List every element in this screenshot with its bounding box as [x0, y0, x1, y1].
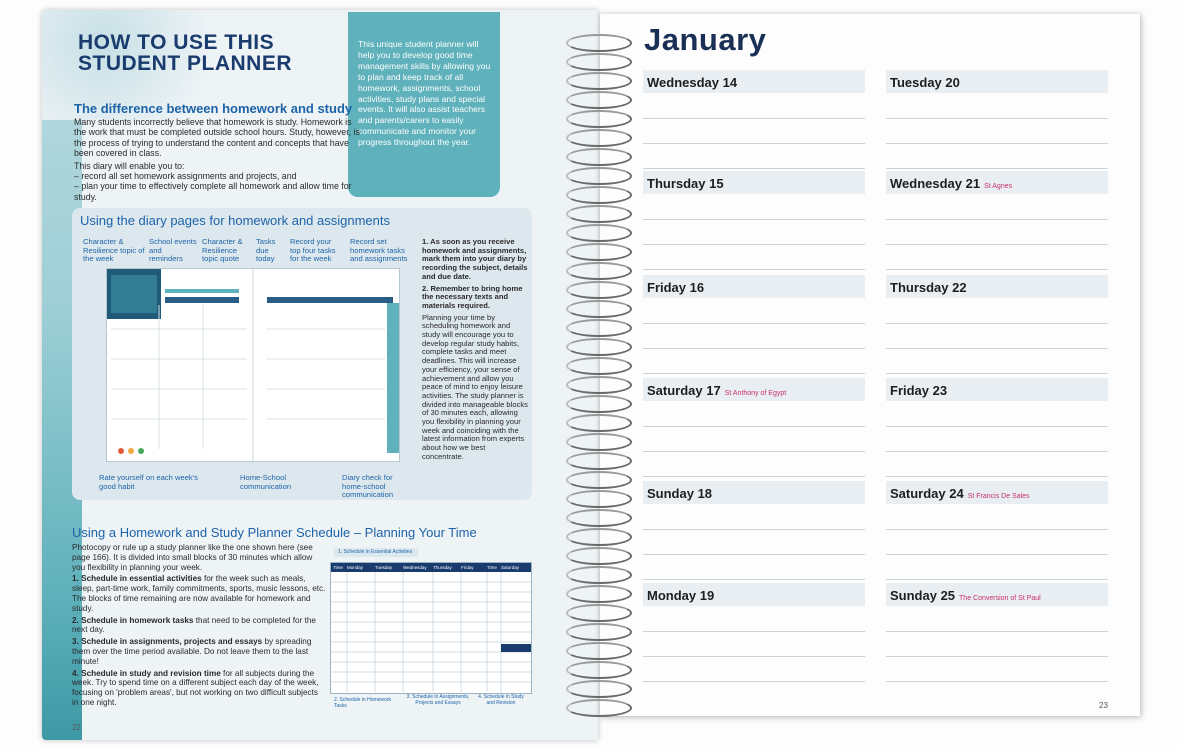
saint-day-label: St Francis De Sales — [967, 493, 1030, 500]
day-label — [647, 176, 724, 191]
intro-text: This unique student planner will help you to develop good time management skills by allowing you to plan and keep track of all homework, assignments, school activities, study plans and special events. It will also assist teachers and parents/carers to easily communicate and monitor your progress throughout the year. — [358, 39, 491, 148]
writing-line — [643, 219, 865, 220]
spiral-coil — [566, 148, 632, 166]
spiral-coil — [566, 642, 632, 660]
diary-thumbnail — [106, 268, 400, 462]
writing-line — [643, 244, 865, 245]
writing-line — [886, 244, 1108, 245]
day-label — [890, 280, 967, 295]
writing-line — [886, 348, 1108, 349]
table-note: 4. Schedule in Study and Revision — [478, 694, 524, 706]
writing-line — [643, 476, 865, 477]
month-title: January — [644, 22, 767, 57]
section-heading-homework-study: The difference between homework and study — [74, 101, 353, 116]
spiral-coil — [566, 585, 632, 603]
writing-line — [886, 168, 1108, 169]
annotation-label: Character & Resilience topic of the week — [83, 237, 145, 264]
spiral-coil — [566, 281, 632, 299]
spiral-coil — [566, 34, 632, 52]
page-title — [78, 32, 368, 74]
diary-steps — [422, 238, 528, 462]
annotation-label: Character & Resilience topic quote — [202, 237, 243, 264]
annotation-label: School events and reminders — [149, 237, 197, 264]
section-heading-planner-schedule: Using a Homework and Study Planner Schedule – Planning Your Time — [72, 525, 477, 540]
section-3-intro: Photocopy or rule up a study planner like the one shown here (see page 166). It is divided into small blocks of 30 minutes which allow you flexibility in planning your week. — [72, 543, 313, 572]
spiral-coil — [566, 224, 632, 242]
writing-line — [886, 323, 1108, 324]
spiral-coil — [566, 91, 632, 109]
writing-line — [643, 426, 865, 427]
writing-line — [643, 373, 865, 374]
writing-line — [886, 554, 1108, 555]
day-name: Sunday 18 — [647, 486, 713, 501]
spiral-coil — [566, 376, 632, 394]
step-1: 1. As soon as you receive homework and assignments, mark them into your diary by recording the subject, details and due date. — [422, 237, 528, 281]
section-1-paragraph: Many students incorrectly believe that homework is study. Homework is the work that must be completed outside school hours. Study, however, is the process of trying to understand the content and concepts that have been covered in class. — [74, 117, 360, 159]
day-label — [647, 588, 714, 603]
section-3-body — [72, 543, 326, 708]
annotation-label: Record set homework tasks and assignments — [350, 237, 408, 264]
spiral-coil — [566, 509, 632, 527]
study-planner-table — [330, 562, 532, 694]
day-name: Saturday 17 — [647, 383, 721, 398]
writing-line — [643, 579, 865, 580]
annotation-label: Record your top four tasks for the week — [290, 237, 336, 264]
spiral-coil — [566, 699, 632, 717]
spiral-coil — [566, 661, 632, 679]
day-name: Thursday 15 — [647, 176, 724, 191]
writing-line — [643, 451, 865, 452]
day-label — [647, 75, 737, 90]
day-name: Wednesday 21 — [890, 176, 981, 191]
writing-line — [643, 269, 865, 270]
spiral-coil — [566, 319, 632, 337]
saint-day-label: The Conversion of St Paul — [959, 595, 1041, 602]
spiral-coil — [566, 547, 632, 565]
writing-line — [886, 579, 1108, 580]
table-grid — [331, 572, 531, 692]
section-1-bullet: – record all set homework assignments and projects, and — [74, 171, 297, 182]
day-label — [890, 176, 1012, 191]
day-name: Friday 16 — [647, 280, 705, 295]
writing-line — [643, 681, 865, 682]
schedule-item: 4. Schedule in study and revision time for all subjects during the week. Try to spend time on a different subject each day of the week, focusing on 'problem areas', but not working on two difficult subjects in one night. — [72, 668, 319, 707]
day-name: Monday 19 — [647, 588, 715, 603]
day-name: Sunday 25 — [890, 588, 956, 603]
spiral-coil — [566, 167, 632, 185]
schedule-item: 2. Schedule in homework tasks that need to be completed for the next day. — [72, 615, 316, 635]
saint-day-label: St Anthony of Egypt — [724, 390, 787, 397]
table-header-row: Time Monday Tuesday Wednesday Thursday Friday Time Saturday — [331, 563, 531, 572]
spiral-coil — [566, 395, 632, 413]
day-label — [890, 486, 1030, 501]
writing-line — [643, 143, 865, 144]
spiral-coil — [566, 623, 632, 641]
writing-line — [886, 476, 1108, 477]
spiral-coil — [566, 110, 632, 128]
annotation-label: Home-School communication — [240, 473, 292, 491]
writing-line — [643, 656, 865, 657]
day-name: Wednesday 14 — [647, 75, 738, 90]
writing-line — [886, 118, 1108, 119]
day-label — [890, 383, 947, 398]
writing-line — [886, 656, 1108, 657]
spiral-coil — [566, 528, 632, 546]
spiral-coil — [566, 680, 632, 698]
day-name: Friday 23 — [890, 383, 948, 398]
writing-line — [886, 219, 1108, 220]
spiral-coil — [566, 471, 632, 489]
section-1-enable: This diary will enable you to: — [74, 160, 185, 171]
writing-line — [643, 168, 865, 169]
step-2: 2. Remember to bring home the necessary texts and materials required. — [422, 283, 523, 310]
writing-line — [886, 681, 1108, 682]
page-number-left: 22 — [72, 723, 81, 732]
day-name: Thursday 22 — [890, 280, 967, 295]
planning-paragraph: Planning your time by scheduling homework and study will encourage you to develop regular study habits, complete tasks and meet deadlines. This will increase your efficiency, your sense of achievement and allow you peace of mind to enjoy leisure activities. The study planner is divided into manageable blocks of 30 minutes each, allowing you flexibility in planning your week and coinciding with the latest information from experts about how we best concentrate. — [422, 312, 528, 461]
table-note: 3. Schedule in Assignments, Projects and Essays — [406, 694, 470, 706]
schedule-item: 1. Schedule in essential activities for the week such as meals, sleep, part-time work, family commitments, sports, music lessons, etc. The blocks of time remaining are now available for homework and study. — [72, 574, 326, 613]
spiral-coil — [566, 433, 632, 451]
spiral-coil — [566, 452, 632, 470]
writing-line — [643, 529, 865, 530]
spiral-coil — [566, 72, 632, 90]
day-name: Saturday 24 — [890, 486, 964, 501]
day-label — [647, 280, 704, 295]
section-1-bullet: – plan your time to effectively complete all homework and allow time for study. — [74, 181, 352, 202]
writing-line — [643, 554, 865, 555]
spiral-coil — [566, 490, 632, 508]
day-label — [647, 383, 786, 398]
saint-day-label: St Agnes — [984, 183, 1013, 190]
writing-line — [886, 529, 1108, 530]
writing-line — [886, 426, 1108, 427]
annotation-label: Diary check for home-school communication — [342, 473, 394, 500]
spiral-coil — [566, 262, 632, 280]
spiral-coil — [566, 566, 632, 584]
writing-line — [643, 348, 865, 349]
writing-line — [886, 269, 1108, 270]
spiral-coil — [566, 186, 632, 204]
spiral-coil — [566, 53, 632, 71]
day-name: Tuesday 20 — [890, 75, 960, 90]
writing-line — [643, 323, 865, 324]
spiral-coil — [566, 604, 632, 622]
spiral-coil — [566, 205, 632, 223]
spiral-coil — [566, 338, 632, 356]
writing-line — [886, 451, 1108, 452]
spiral-coil — [566, 300, 632, 318]
section-1-body — [74, 117, 362, 202]
annotation-label: Tasks due today — [256, 237, 276, 264]
spiral-coil — [566, 243, 632, 261]
spiral-coil — [566, 414, 632, 432]
annotation-label: Rate yourself on each week's good habit — [99, 473, 198, 491]
title-line-1: HOW TO USE THIS — [78, 31, 275, 54]
day-label — [890, 75, 960, 90]
spiral-coil — [566, 129, 632, 147]
title-line-2: STUDENT PLANNER — [78, 52, 293, 75]
writing-line — [886, 143, 1108, 144]
table-caption: 1. Schedule in Essential Activities — [334, 548, 418, 557]
diary-thumbnail-drawing — [107, 269, 399, 461]
writing-line — [886, 373, 1108, 374]
table-note: 2. Schedule in Homework Tasks — [334, 697, 391, 709]
page-number-right: 23 — [1099, 701, 1108, 710]
schedule-item: 3. Schedule in assignments, projects and essays by spreading them over the time period available. Do not leave them to the last minute! — [72, 637, 312, 666]
day-label — [890, 588, 1041, 603]
day-label — [647, 486, 712, 501]
writing-line — [643, 118, 865, 119]
spiral-coil — [566, 357, 632, 375]
writing-line — [643, 631, 865, 632]
section-heading-diary-pages: Using the diary pages for homework and assignments — [80, 213, 390, 228]
right-page — [600, 14, 1140, 716]
writing-line — [886, 631, 1108, 632]
